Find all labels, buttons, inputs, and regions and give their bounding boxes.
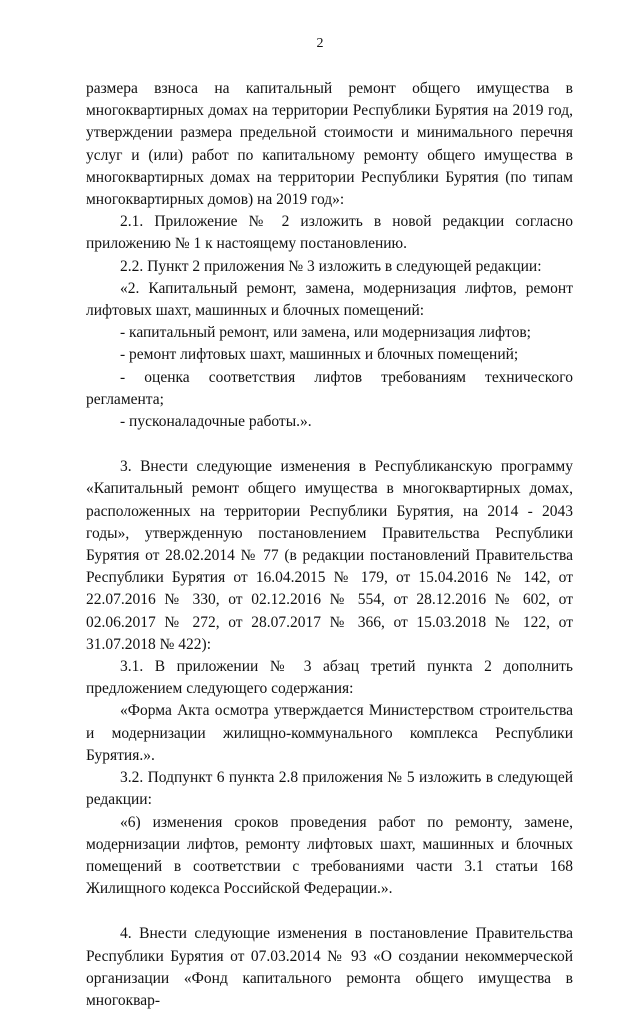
- paragraph-2-2: 2.2. Пункт 2 приложения № 3 изложить в следующей редакции:: [120, 257, 542, 275]
- page-number: 2: [316, 36, 324, 51]
- paragraph-2-1: 2.1. Приложение № 2 изложить в новой редакции согласно приложению № 1 к настоящему постановлению.: [86, 213, 573, 253]
- list-item-3: - оценка соответствия лифтов требованиям технического регламента;: [86, 368, 573, 408]
- paragraph-quote-2: «2. Капитальный ремонт, замена, модернизация лифтов, ремонт лифтовых шахт, машинных и блочных помещений:: [86, 279, 573, 320]
- paragraph-intro: размера взноса на капитальный ремонт общего имущества в многоквартирных домах на территории Республики Бурятия на 2019 год, утверждении размера предельной стоимости и минимального перечня услуг и (или) работ по капитальному ремонту общего имущества в многоквартирных домах на территории Республики Бурятия (по типам многоквартирных домов) на 2019 год»:: [86, 80, 573, 209]
- document-body: [86, 78, 573, 1012]
- paragraph-gap: [86, 433, 573, 456]
- paragraph-4: 4. Внести следующие изменения в постановление Правительства Республики Бурятия от 07.03.2014 № 93 «О создании некоммерческой организации «Фонд капитального ремонта общего имущества в многоквар-: [86, 925, 573, 1009]
- list-item-1: - капитальный ремонт, или замена, или модернизация лифтов;: [120, 324, 531, 342]
- paragraph-quote-6: «6) изменения сроков проведения работ по ремонту, замене, модернизации лифтов, ремонту лифтовых шахт, машинных и блочных помещений в соответствии с требованиями части 3.1 статьи 168 Жилищного кодекса Российской Федерации.».: [86, 813, 573, 898]
- paragraph-3: 3. Внести следующие изменения в Республиканскую программу «Капитальный ремонт общего имущества в многоквартирных домах, расположенных на территории Республики Бурятия, на 2014 - 2043 годы», утвержденную постановлением Правительства Республики Бурятия от 28.02.2014 № 77 (в редакции постановлений Правительства Республики Бурятия от 16.04.2015 № 179, от 15.04.2016 № 142, от 22.07.2016 № 330, от 02.12.2016 № 554, от 28.12.2016 № 602, от 02.06.2017 № 272, от 28.07.2017 № 366, от 15.03.2018 № 122, от 31.07.2018 № 422):: [86, 458, 573, 653]
- paragraph-3-2: 3.2. Подпункт 6 пункта 2.8 приложения № 5 изложить в следующей редакции:: [86, 769, 573, 809]
- list-item-2: - ремонт лифтовых шахт, машинных и блочных помещений;: [120, 346, 519, 364]
- paragraph-3-1: 3.1. В приложении № 3 абзац третий пункта 2 дополнить предложением следующего содержания:: [86, 658, 573, 698]
- paragraph-gap: [86, 900, 573, 923]
- paragraph-quote-form: «Форма Акта осмотра утверждается Министерством строительства и модернизации жилищно-коммунального комплекса Республики Бурятия.».: [86, 702, 573, 764]
- list-item-4: - пусконаладочные работы.».: [120, 413, 312, 431]
